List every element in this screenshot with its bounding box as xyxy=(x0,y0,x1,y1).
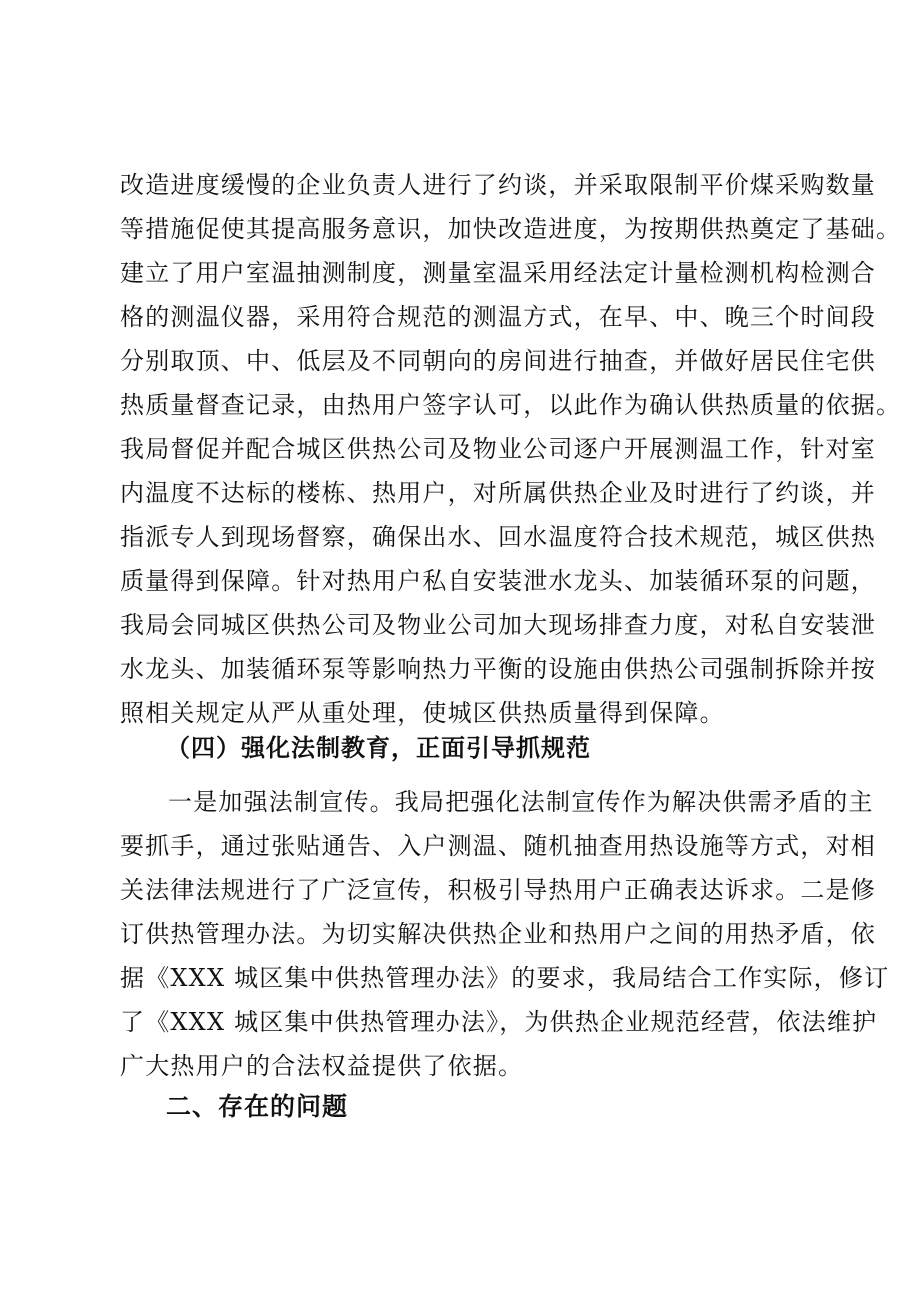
paragraph-line: 分别取顶、中、低层及不同朝向的房间进行抽查，并做好居民住宅供 xyxy=(120,347,876,375)
paragraph-line: 水龙头、加装循环泵等影响热力平衡的设施由供热公司强制拆除并按 xyxy=(120,655,876,683)
paragraph-line: 等措施促使其提高服务意识，加快改造进度，为按期供热奠定了基础。 xyxy=(120,215,902,243)
paragraph-line: 据《XXX 城区集中供热管理办法》的要求，我局结合工作实际，修订 xyxy=(120,964,890,992)
paragraph-line: 要抓手，通过张贴通告、入户测温、随机抽查用热设施等方式，对相 xyxy=(120,832,876,860)
paragraph-line: 建立了用户室温抽测制度，测量室温采用经法定计量检测机构检测合 xyxy=(120,259,876,287)
paragraph-line: 照相关规定从严从重处理，使城区供热质量得到保障。 xyxy=(120,699,725,727)
paragraph-line: 订供热管理办法。为切实解决供热企业和热用户之间的用热矛盾，依 xyxy=(120,920,876,948)
paragraph-line: 热质量督查记录，由热用户签字认可，以此作为确认供热质量的依据。 xyxy=(120,391,902,419)
section-heading: 二、存在的问题 xyxy=(166,1092,349,1121)
paragraph-line: 改造进度缓慢的企业负责人进行了约谈，并采取限制平价煤采购数量 xyxy=(120,171,876,199)
paragraph-line: 内温度不达标的楼栋、热用户，对所属供热企业及时进行了约谈，并 xyxy=(120,479,876,507)
paragraph-line: 一是加强法制宣传。我局把强化法制宣传作为解决供需矛盾的主 xyxy=(168,788,874,816)
paragraph-line: 格的测温仪器，采用符合规范的测温方式，在早、中、晚三个时间段 xyxy=(120,303,876,331)
paragraph-line: 质量得到保障。针对热用户私自安装泄水龙头、加装循环泵的问题， xyxy=(120,567,876,595)
paragraph-line: 我局会同城区供热公司及物业公司加大现场排查力度，对私自安装泄 xyxy=(120,611,876,639)
subheading: （四）强化法制教育，正面引导抓规范 xyxy=(166,734,591,762)
paragraph-line: 指派专人到现场督察，确保出水、回水温度符合技术规范，城区供热 xyxy=(120,523,876,551)
paragraph-line: 我局督促并配合城区供热公司及物业公司逐户开展测温工作，针对室 xyxy=(120,435,876,463)
paragraph-line: 了《XXX 城区集中供热管理办法》，为供热企业规范经营，依法维护 xyxy=(120,1008,878,1036)
paragraph-line: 广大热用户的合法权益提供了依据。 xyxy=(120,1052,524,1080)
paragraph-line: 关法律法规进行了广泛宣传，积极引导热用户正确表达诉求。二是修 xyxy=(120,876,876,904)
